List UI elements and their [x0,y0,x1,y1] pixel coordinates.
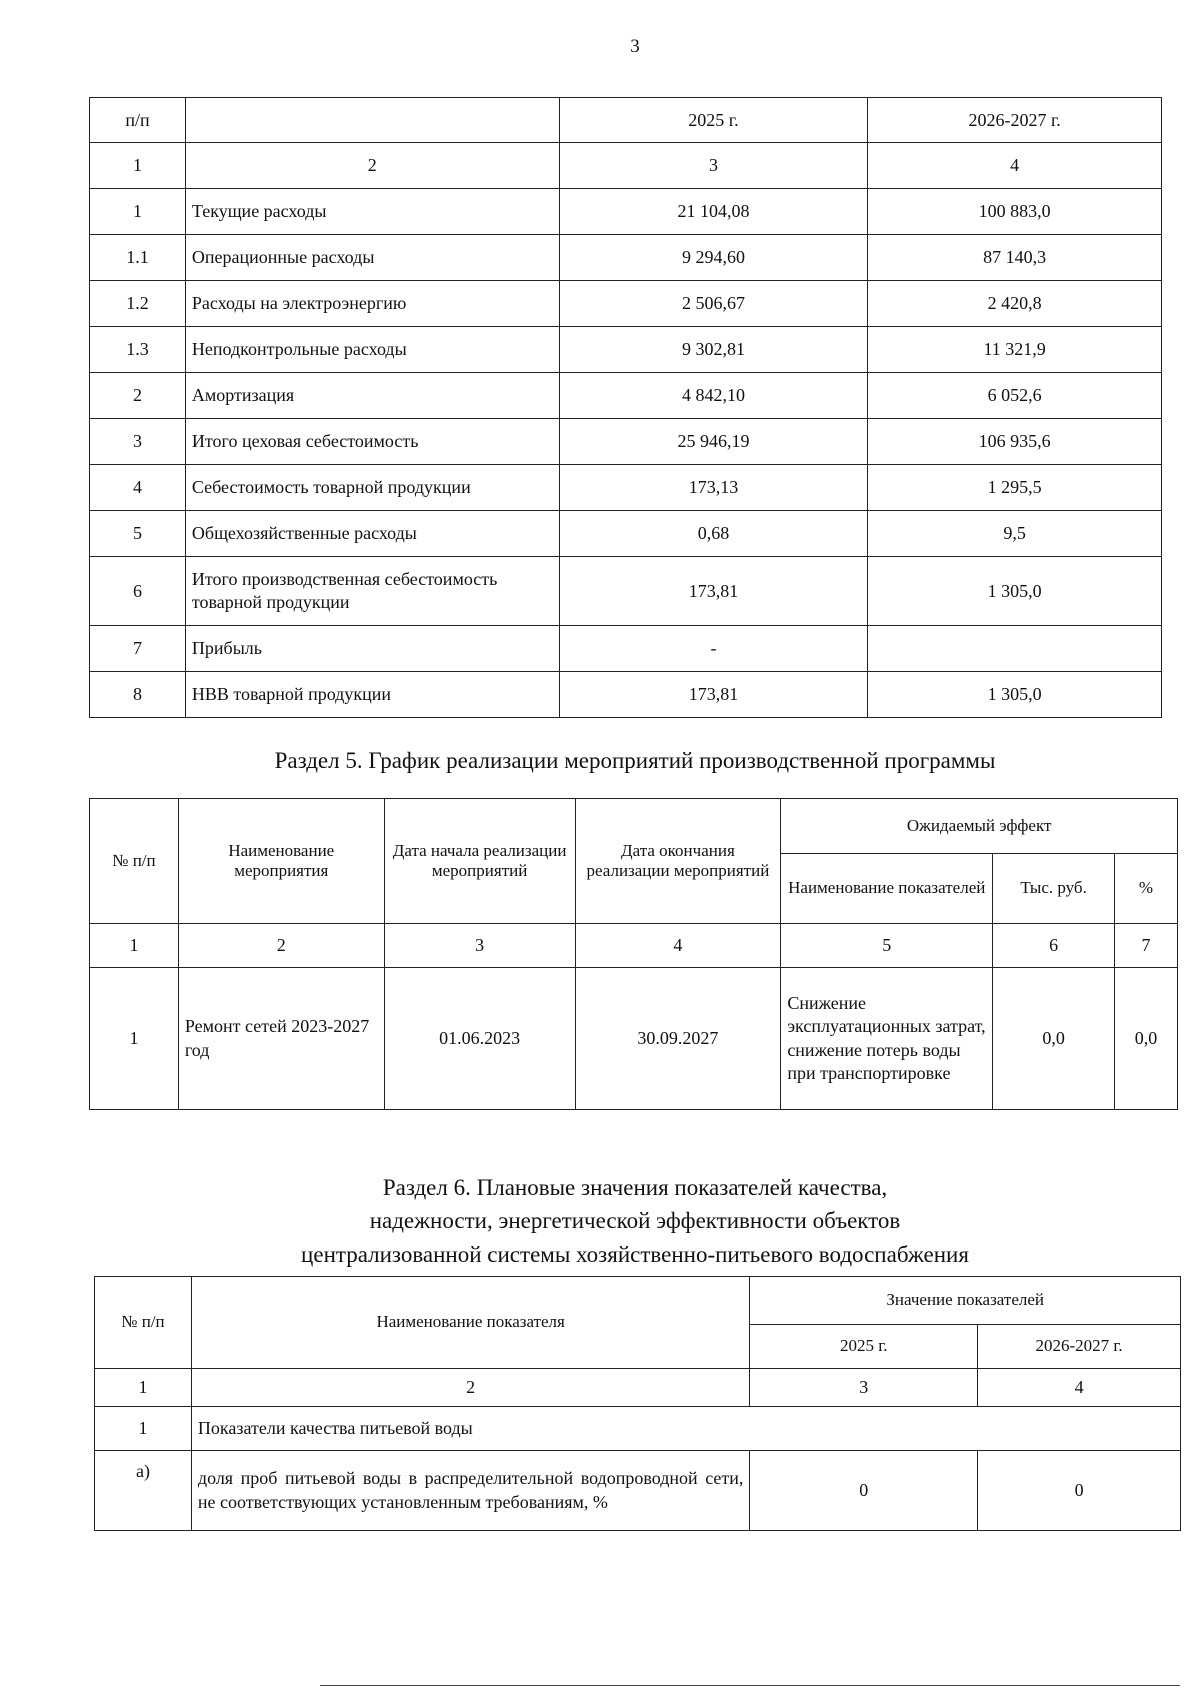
row-value-2026-2027: 0 [978,1451,1181,1531]
row-name: Общехозяйственные расходы [185,511,559,557]
row-name: Амортизация [185,373,559,419]
row-name: НВВ товарной продукции [185,672,559,718]
table-row [90,626,1162,672]
row-thousand-rub: 0,0 [993,968,1115,1110]
table-row [90,557,1162,626]
table-row [90,281,1162,327]
row-value-2025: 173,13 [559,465,868,511]
section5-title: Раздел 5. График реализации мероприятий производственной программы [274,748,996,773]
header-percent: % [1115,854,1178,924]
table-header-row [90,98,1162,143]
table-row [90,672,1162,718]
row-value-2025: 0,68 [559,511,868,557]
row-number: 1 [90,968,179,1110]
row-number: 4 [90,465,186,511]
number-cell: 1 [95,1369,192,1407]
table-group-row [95,1407,1181,1451]
table-numbering-row [90,924,1178,968]
quality-indicators-table [94,1276,1181,1531]
group-number: 1 [95,1407,192,1451]
row-value-2025: 0 [750,1451,978,1531]
row-value-2025: 21 104,08 [559,189,868,235]
section6-title-line: Раздел 6. Плановые значения показателей качества, [382,1175,888,1200]
header-cell: п/п [90,98,186,143]
table-row [90,419,1162,465]
number-cell: 2 [185,143,559,189]
row-value-2026-2027: 1 295,5 [868,465,1162,511]
table-row [90,373,1162,419]
header-indicator: Наименование показателей [781,854,993,924]
number-cell: 4 [868,143,1162,189]
table-numbering-row [95,1369,1181,1407]
header-end-date: Дата окончания реализации мероприятий [575,799,781,924]
row-name: Прибыль [185,626,559,672]
page-bottom-line [320,1685,1180,1686]
table-numbering-row [90,143,1162,189]
row-start-date: 01.06.2023 [384,968,575,1110]
header-2025: 2025 г. [750,1325,978,1369]
number-cell: 4 [575,924,781,968]
row-name: Текущие расходы [185,189,559,235]
table-row [90,465,1162,511]
row-value-2026-2027: 1 305,0 [868,557,1162,626]
table-row [90,327,1162,373]
number-cell: 3 [750,1369,978,1407]
row-name: Итого производственная себестоимость товарной продукции [185,557,559,626]
header-no: № п/п [95,1277,192,1369]
section6-title-line: надежности, энергетической эффективности объектов [369,1208,901,1234]
header-start-date: Дата начала реализации мероприятий [384,799,575,924]
header-no: № п/п [90,799,179,924]
row-value-2026-2027: 1 305,0 [868,672,1162,718]
table-row [90,968,1178,1110]
row-name: Себестоимость товарной продукции [185,465,559,511]
row-number: 1.3 [90,327,186,373]
header-cell: 2025 г. [559,98,868,143]
table-header-row [90,799,1178,854]
row-percent: 0,0 [1115,968,1178,1110]
schedule-table [89,798,1178,1110]
row-name: Операционные расходы [185,235,559,281]
table-row [90,511,1162,557]
row-number: 6 [90,557,186,626]
number-cell: 1 [90,143,186,189]
row-value-2025: 2 506,67 [559,281,868,327]
row-value-2025: 9 302,81 [559,327,868,373]
row-indicator: Снижение эксплуатационных затрат, снижение потерь воды при транспортировке [781,968,993,1110]
table-row [90,189,1162,235]
section6-title [0,1171,1200,1271]
section6-title-line: централизованной системы хозяйственно-питьевого водоспабжения [301,1241,969,1267]
row-name: Итого цеховая себестоимость [185,419,559,465]
row-number: 2 [90,373,186,419]
row-number: 1 [90,189,186,235]
header-indicator-values: Значение показателей [750,1277,1181,1325]
header-cell: 2026-2027 г. [868,98,1162,143]
row-value-2026-2027: 2 420,8 [868,281,1162,327]
row-number: 3 [90,419,186,465]
row-number: 1.2 [90,281,186,327]
number-cell: 5 [781,924,993,968]
header-indicator-name: Наименование показателя [191,1277,750,1369]
number-cell: 2 [191,1369,750,1407]
row-value-2026-2027: 100 883,0 [868,189,1162,235]
table-row [90,235,1162,281]
header-name: Наименование мероприятия [178,799,384,924]
number-cell: 6 [993,924,1115,968]
number-cell: 3 [559,143,868,189]
number-cell: 4 [978,1369,1181,1407]
row-activity-name: Ремонт сетей 2023-2027 год [178,968,384,1110]
row-value-2026-2027: 6 052,6 [868,373,1162,419]
row-value-2026-2027 [868,626,1162,672]
row-number: 8 [90,672,186,718]
row-number: 5 [90,511,186,557]
row-number: 7 [90,626,186,672]
number-cell: 2 [178,924,384,968]
header-2026-2027: 2026-2027 г. [978,1325,1181,1369]
table-row [95,1451,1181,1531]
number-cell: 3 [384,924,575,968]
row-end-date: 30.09.2027 [575,968,781,1110]
header-expected-effect: Ожидаемый эффект [781,799,1178,854]
row-indicator-name: доля проб питьевой воды в распределительной водопроводной сети, не соответствующих установленным требованиям, % [191,1451,750,1531]
row-value-2025: - [559,626,868,672]
expenses-table [89,97,1162,718]
row-value-2026-2027: 106 935,6 [868,419,1162,465]
page-number: 3 [630,36,640,57]
row-number: 1.1 [90,235,186,281]
row-name: Неподконтрольные расходы [185,327,559,373]
row-value-2025: 9 294,60 [559,235,868,281]
row-value-2025: 4 842,10 [559,373,868,419]
header-thousand-rub: Тыс. руб. [993,854,1115,924]
row-value-2025: 25 946,19 [559,419,868,465]
row-value-2025: 173,81 [559,557,868,626]
table-header-row [95,1277,1181,1325]
group-label: Показатели качества питьевой воды [191,1407,1180,1451]
row-value-2025: 173,81 [559,672,868,718]
header-cell [185,98,559,143]
row-number: а) [95,1451,192,1531]
row-value-2026-2027: 11 321,9 [868,327,1162,373]
number-cell: 1 [90,924,179,968]
row-value-2026-2027: 9,5 [868,511,1162,557]
row-name: Расходы на электроэнергию [185,281,559,327]
number-cell: 7 [1115,924,1178,968]
row-value-2026-2027: 87 140,3 [868,235,1162,281]
